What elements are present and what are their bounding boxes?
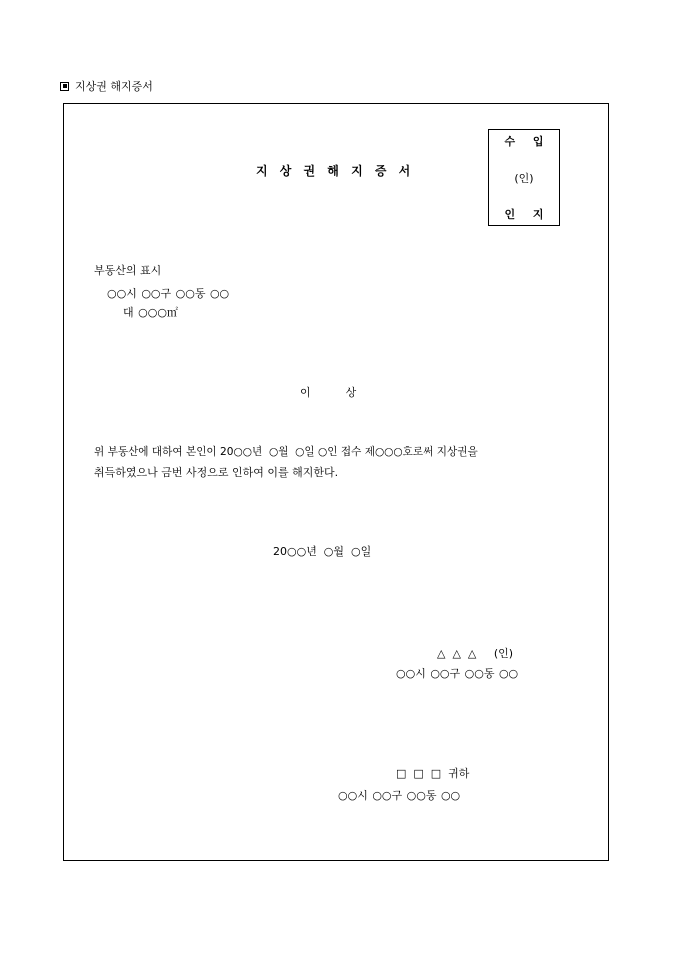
property-label: 부동산의 표시 xyxy=(94,264,162,277)
document-date: 20○○년 ○월 ○일 xyxy=(273,545,372,558)
document-heading-text: 지상권 해지증서 xyxy=(75,80,153,93)
revenue-stamp-box xyxy=(488,129,560,226)
filled-square-icon xyxy=(60,82,69,91)
stamp-box-bottom: 인 지 xyxy=(504,208,544,221)
signer-name: △ △ △ (인) xyxy=(437,647,514,660)
recipient-name: □ □ □ 귀하 xyxy=(396,767,470,780)
property-address: ○○시 ○○구 ○○동 ○○ xyxy=(107,287,230,300)
signer-address: ○○시 ○○구 ○○동 ○○ xyxy=(396,667,519,680)
stamp-box-top: 수 입 xyxy=(504,135,544,148)
stamp-box-seal: (인) xyxy=(514,172,534,185)
recipient-address: ○○시 ○○구 ○○동 ○○ xyxy=(338,789,461,802)
property-area: 대 ○○○㎡ xyxy=(123,306,178,319)
body-line-2: 취득하였으나 금번 사정으로 인하여 이를 해지한다. xyxy=(94,466,339,479)
document-heading xyxy=(60,80,153,94)
document-title: 지 상 권 해 지 증 서 xyxy=(256,164,411,178)
end-marker: 이 상 xyxy=(300,386,357,399)
body-line-1: 위 부동산에 대하여 본인이 20○○년 ○월 ○일 ○인 접수 제○○○호로써 지상권을 xyxy=(94,446,478,458)
